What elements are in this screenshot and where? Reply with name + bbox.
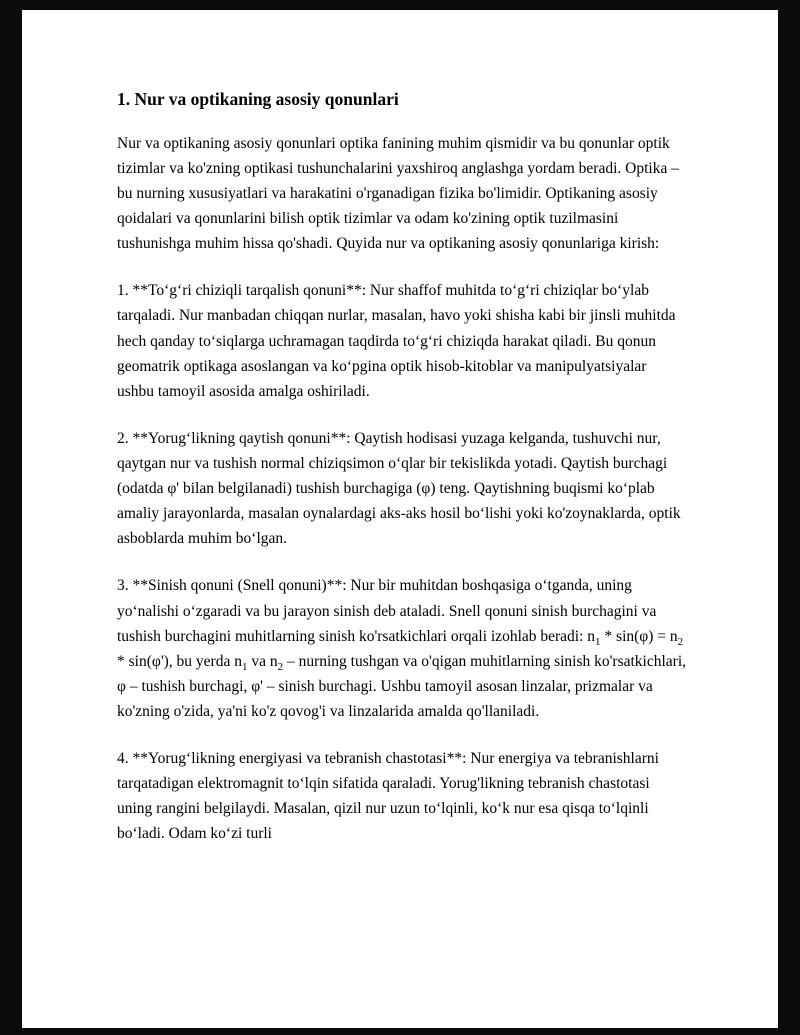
formula-after-n1: * sin(φ) = n — [600, 627, 678, 645]
paragraph-law-3 — [117, 573, 687, 724]
n2b-subscript: 2 — [277, 660, 284, 673]
paragraph-law-1: 1. **To‘g‘ri chiziqli tarqalish qonuni**: Nur shaffof muhitda to‘g‘ri chiziqlar bo‘ylab tarqaladi. Nur manbadan chiqqan nurlar, masalan, havo yoki shisha kabi bir jinsli muhitda hech qanday to‘siqlarga uchramagan taqdirda to‘g‘ri chiziqda harakat qiladi. Bu qonun geomatrik optikaga asoslangan va ko‘pgina optik hisob-kitoblar va manipulyatsiyalar ushbu tamoyil asosida amalga oshiriladi. — [117, 282, 676, 400]
n2-subscript: 2 — [677, 635, 684, 648]
paragraph-law-2: 2. **Yorug‘likning qaytish qonuni**: Qaytish hodisasi yuzaga kelganda, tushuvchi nur, qaytgan nur va tushish normal chiziqsimon o‘qlar bir tekislikda yotadi. Qaytish burchagi (odatda φ' bilan belgilanadi) tushish burchagiga (φ) teng. Qaytishning buqismi ko‘plab amaliy jarayonlarda, masalan oynalardagi aks-aks hosil bo‘lishi yoki ko'zoynaklarda, optik asboblarda muhim bo‘lgan. — [117, 429, 681, 548]
page-title: 1. Nur va optikaning asosiy qonunlari — [117, 89, 399, 109]
n1b-subscript: 1 — [241, 660, 248, 673]
paragraph-law-4: 4. **Yorug‘likning energiyasi va tebranish chastotasi**: Nur energiya va tebranishlarni tarqatadigan elektromagnit to‘lqin sifatida qaraladi. Yorug'likning tebranish chastotasi uning rangini belgilaydi. Masalan, qizil nur uzun to‘lqinli, ko‘k nur esa qisqa to‘lqinli bo‘ladi. Odam ko‘zi turli — [117, 750, 659, 843]
paragraph-intro: Nur va optikaning asosiy qonunlari optika fanining muhim qismidir va bu qonunlar optik tizimlar va ko'zning optikasi tushunchalarini yaxshiroq anglashga yordam beradi. Optika – bu nurning xususiyatlari va harakatini o'rganadigan fizika bo'limidir. Optikaning asosiy qoidalari va qonunlarini bilish optik tizimlar va odam ko'zining optik tuzilmasini tushunishga muhim hissa qo'shadi. Quyida nur va optikaning asosiy qonunlariga kirish: — [117, 134, 679, 253]
formula-tail: – nurning tushgan va o'qigan muhitlarning sinish ko'rsatkichlari, φ – tushish burchagi, φ' – sinish burchagi. Ushbu tamoyil asosan linzalar, prizmalar va ko'zning o'zida, ya'ni ko'z qovog'i va linzalarida amalda qo'llaniladi. — [117, 652, 687, 720]
document-page — [22, 10, 778, 1028]
n1-subscript: 1 — [595, 635, 601, 648]
law-3-lead-text: 3. **Sinish qonuni (Snell qonuni)**: Nur bir muhitdan boshqasiga o‘tganda, uning yo‘nalishi o‘zgaradi va bu jarayon sinish deb ataladi. Snell qonuni sinish burchagini va tushish burchagini muhitlarning sinish ko'rsatkichlari orqali izohlab beradi: n — [117, 577, 657, 645]
formula-mid: va n — [247, 652, 278, 670]
formula-after-n2: * sin(φ'), bu yerda n — [117, 652, 242, 670]
document-body — [117, 88, 687, 846]
